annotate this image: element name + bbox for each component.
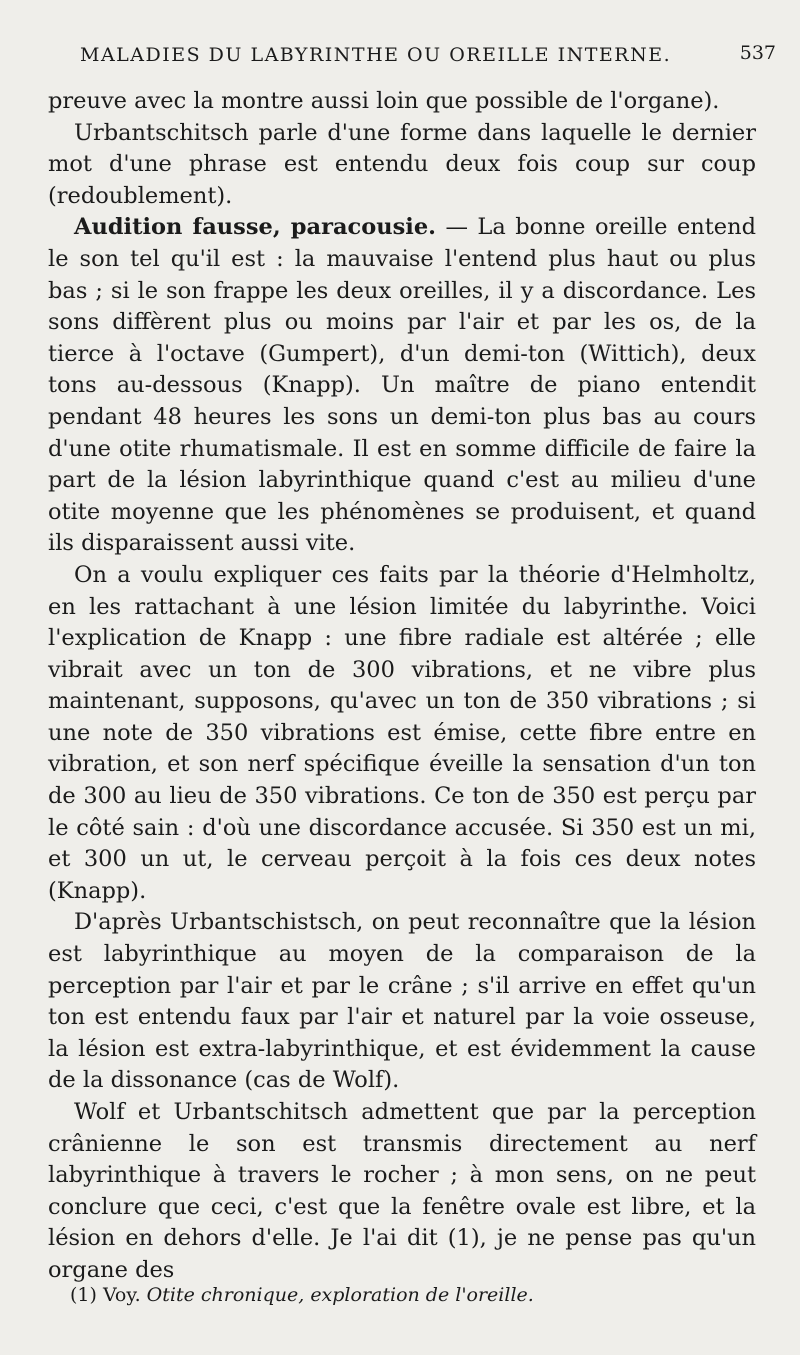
paragraph-2: Urbantschitsch parle d'une forme dans laquelle le dernier mot d'une phrase est entendu deux fois coup sur coup (redoublement). [48, 119, 756, 209]
paragraph-3 [48, 212, 756, 560]
running-title: MALADIES DU LABYRINTHE OU OREILLE INTERNE. [80, 44, 672, 66]
paragraph-3-text: — La bonne oreille entend le son tel qu'il est : la mauvaise l'entend plus haut ou plus bas ; si le son frappe les deux oreilles, il y a discordance. Les sons diffèrent plus ou moins par l'air et par les os, de la tierce à l'octave (Gumpert), d'un demi-ton (Wittich), deux tons au-dessous (Knapp). Un maître de piano entendit pendant 48 heures les sons un demi-ton plus bas au cours d'une otite rhumatismale. Il est en somme difficile de faire la part de la lésion labyrinthique quand c'est au milieu d'une otite moyenne que les phénomènes se produisent, et quand ils disparaissent aussi vite. [48, 214, 756, 557]
body-text [48, 86, 756, 1287]
section-heading: Audition fausse, paracousie. [74, 214, 436, 241]
paragraph-6: Wolf et Urbantschitsch admettent que par la perception crânienne le son est transmis directement au nerf labyrinthique à travers le rocher ; à mon sens, on ne peut conclure que ceci, c'est que la fenêtre ovale est libre, et la lésion en dehors d'elle. Je l'ai dit (1), je ne pense pas qu'un organe des [48, 1099, 756, 1283]
page-number: 537 [739, 42, 776, 64]
paragraph-5: D'après Urbantschistsch, on peut reconnaître que la lésion est labyrinthique au moyen de la comparaison de la perception par l'air et par le crâne ; s'il arrive en effet qu'un ton est entendu faux par l'air et naturel par la voie osseuse, la lésion est extra-labyrinthique, et est évidemment la cause de la dissonance (cas de Wolf). [48, 909, 756, 1094]
footnote-marker: (1) Voy. [70, 1284, 141, 1306]
paragraph-4: On a voulu expliquer ces faits par la théorie d'Helmholtz, en les rattachant à une lésion limitée du labyrinthe. Voici l'explication de Knapp : une fibre radiale est altérée ; elle vibrait avec un ton de 300 vibrations, et ne vibre plus maintenant, supposons, qu'avec un ton de 350 vibrations ; si une note de 350 vibrations est émise, cette fibre entre en vibration, et son nerf spécifique éveille la sensation d'un ton de 300 au lieu de 350 vibrations. Ce ton de 350 est perçu par le côté sain : d'où une discordance accusée. Si 350 est un mi, et 300 un ut, le cerveau perçoit à la fois ces deux notes (Knapp). [48, 561, 756, 904]
paragraph-1: preuve avec la montre aussi loin que possible de l'organe). [48, 88, 720, 114]
footnote-title: Otite chronique, exploration de l'oreille. [146, 1284, 534, 1306]
footnote [70, 1284, 750, 1306]
